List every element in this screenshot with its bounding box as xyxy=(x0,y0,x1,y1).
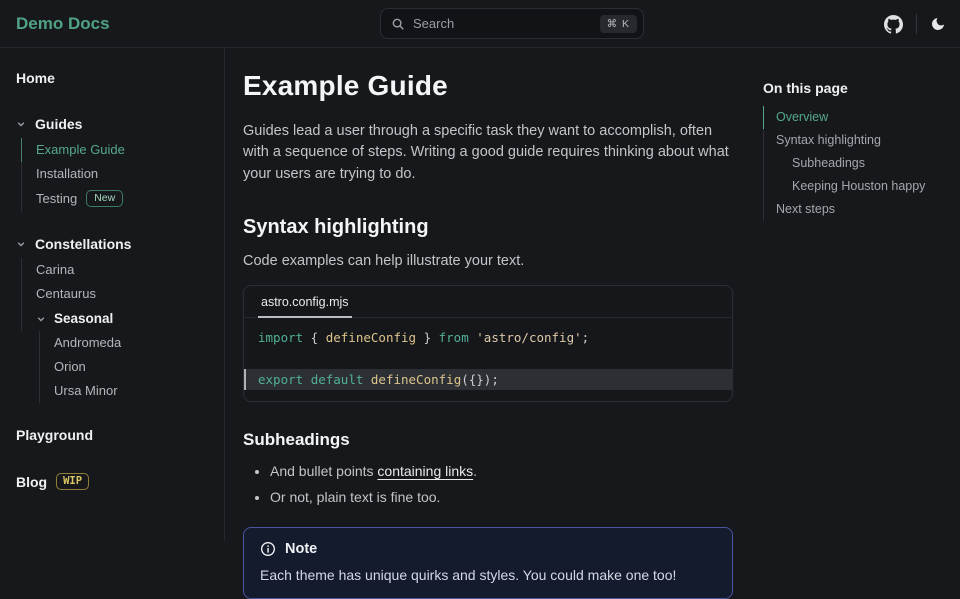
toc-item-overview[interactable]: Overview xyxy=(763,106,952,129)
sidebar-item-label: Carina xyxy=(36,262,75,277)
sidebar-group-guides[interactable] xyxy=(16,110,212,138)
new-badge: New xyxy=(86,190,123,207)
intro-paragraph: Guides lead a user through a specific task they want to accomplish, often with a sequence of steps. Writing a good guide requires thinking about what your users are trying to do. xyxy=(243,123,729,182)
toc-item-syntax-highlighting[interactable]: Syntax highlighting xyxy=(763,129,952,152)
code-token: export xyxy=(258,372,304,388)
header-divider xyxy=(916,14,917,34)
theme-toggle-button[interactable] xyxy=(930,16,946,32)
code-line-blank xyxy=(244,348,732,369)
wip-badge: WIP xyxy=(56,473,89,490)
sidebar-group-label: Constellations xyxy=(35,236,132,252)
article xyxy=(243,70,733,599)
note-header xyxy=(260,541,716,557)
code-content xyxy=(244,318,732,401)
toc-list xyxy=(763,106,952,221)
sidebar-item-playground[interactable]: Playground xyxy=(16,427,94,443)
sidebar-item-testing[interactable] xyxy=(21,186,212,212)
code-token: ; xyxy=(581,330,590,346)
github-icon xyxy=(884,15,903,34)
table-of-contents xyxy=(733,48,960,540)
code-line-highlighted xyxy=(244,369,732,390)
page-title: Example Guide xyxy=(243,70,448,101)
chevron-down-icon xyxy=(16,239,26,249)
code-token: defineConfig xyxy=(370,372,462,388)
moon-icon xyxy=(930,16,946,32)
heading-syntax-highlighting: Syntax highlighting xyxy=(243,216,429,239)
containing-links-link[interactable]: containing links xyxy=(377,463,474,480)
sidebar-item-orion[interactable] xyxy=(39,355,212,379)
header-actions xyxy=(884,0,946,48)
info-icon xyxy=(260,541,276,557)
sidebar-item-label: Installation xyxy=(36,166,99,181)
sidebar-item-label: Andromeda xyxy=(54,335,122,350)
note-label: Note xyxy=(285,541,318,558)
code-tab-bar xyxy=(244,286,732,318)
toc-title: On this page xyxy=(763,80,848,96)
list-item xyxy=(270,489,733,505)
sidebar-group-seasonal[interactable] xyxy=(21,306,212,331)
sidebar-guides-items xyxy=(21,138,212,212)
github-link[interactable] xyxy=(884,15,903,34)
sidebar-item-andromeda[interactable] xyxy=(39,331,212,355)
sidebar-constellations-items xyxy=(21,258,212,403)
chevron-down-icon xyxy=(36,314,46,324)
code-block xyxy=(243,285,733,402)
toc-item-next-steps[interactable]: Next steps xyxy=(763,198,952,221)
page-layout xyxy=(0,48,960,584)
code-token: defineConfig xyxy=(325,330,417,346)
sidebar-item-label: Centaurus xyxy=(36,286,96,301)
sidebar-item-carina[interactable] xyxy=(21,258,212,282)
toc-item-subheadings[interactable]: Subheadings xyxy=(763,152,952,175)
note-text: Each theme has unique quirks and styles. You could make one too! xyxy=(260,567,677,584)
list-item xyxy=(270,463,733,479)
code-token xyxy=(303,372,311,387)
sidebar-nav xyxy=(0,48,225,540)
code-token xyxy=(363,372,371,387)
sidebar-item-example-guide[interactable] xyxy=(21,138,212,162)
sidebar-item-label: Example Guide xyxy=(36,142,125,157)
sidebar-group-constellations[interactable] xyxy=(16,230,212,258)
search-placeholder: Search xyxy=(413,16,455,31)
sidebar-seasonal-items xyxy=(39,331,212,403)
note-callout xyxy=(243,527,733,599)
search-button[interactable] xyxy=(380,8,644,39)
sidebar-item-label: Orion xyxy=(54,359,86,374)
sidebar-item-label: Ursa Minor xyxy=(54,383,118,398)
code-token: { xyxy=(303,330,326,346)
search-icon xyxy=(391,17,405,31)
site-title-link[interactable]: Demo Docs xyxy=(16,13,110,33)
bullet-text: Or not, plain text is fine too. xyxy=(270,489,441,506)
code-token: default xyxy=(310,372,364,388)
code-token: 'astro/config' xyxy=(476,330,582,346)
toc-item-keeping-houston-happy[interactable]: Keeping Houston happy xyxy=(763,175,952,198)
sidebar-item-installation[interactable] xyxy=(21,162,212,186)
code-line xyxy=(244,327,732,348)
sidebar-item-ursa-minor[interactable] xyxy=(39,379,212,403)
sidebar-item-label: Testing xyxy=(36,191,78,206)
code-token: } xyxy=(416,330,439,346)
sidebar-item-home[interactable]: Home xyxy=(16,70,55,86)
site-header xyxy=(0,0,960,48)
sidebar-item-centaurus[interactable] xyxy=(21,282,212,306)
main-content xyxy=(225,48,733,584)
sidebar-group-label: Seasonal xyxy=(54,311,114,326)
code-tab-filename[interactable]: astro.config.mjs xyxy=(258,286,352,318)
code-token: from xyxy=(438,330,469,346)
chevron-down-icon xyxy=(16,119,26,129)
code-token: ({}); xyxy=(461,372,499,388)
search-shortcut-kbd: ⌘ K xyxy=(600,15,637,33)
code-token: import xyxy=(258,330,304,346)
bullet-list xyxy=(243,463,733,505)
bullet-text: . xyxy=(473,463,478,480)
bullet-text: And bullet points xyxy=(270,463,378,480)
syntax-paragraph: Code examples can help illustrate your text. xyxy=(243,253,525,270)
sidebar-item-blog[interactable] xyxy=(16,467,212,496)
sidebar-group-label: Guides xyxy=(35,116,83,132)
sidebar-item-label: Blog xyxy=(16,473,48,490)
heading-subheadings: Subheadings xyxy=(243,430,350,450)
